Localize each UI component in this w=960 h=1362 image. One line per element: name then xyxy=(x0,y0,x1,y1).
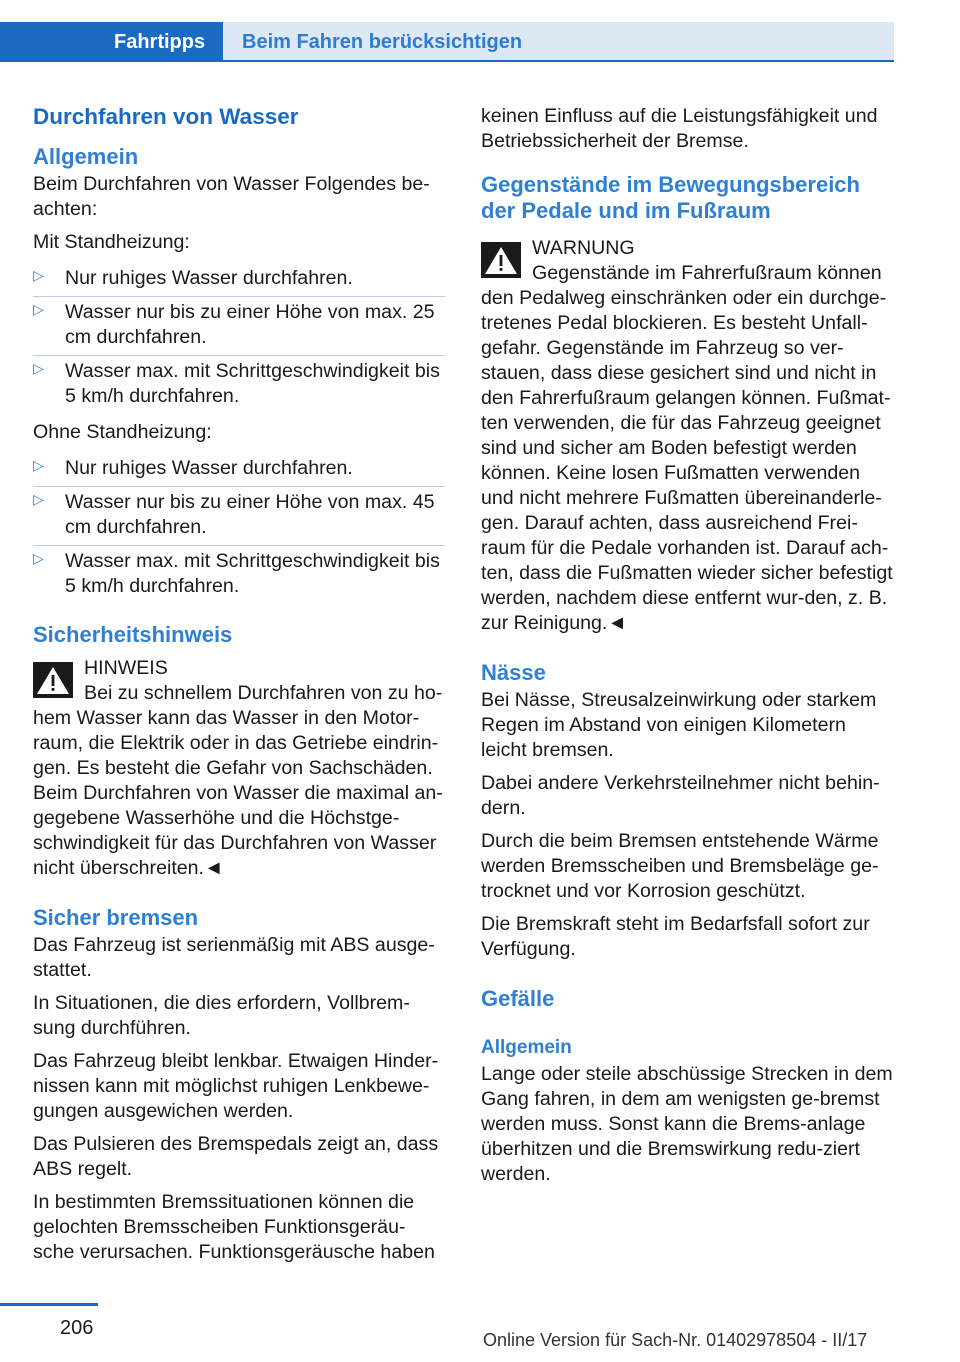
warning-triangle-icon xyxy=(33,662,73,698)
paragraph: Das Fahrzeug ist serienmäßig mit ABS ausge-stattet. xyxy=(33,934,435,981)
subsection-heading: Gefälle xyxy=(481,986,555,1011)
subsection-heading: Allgemein xyxy=(33,144,139,169)
triangle-right-icon: ▷ xyxy=(33,550,44,566)
list-label: Mit Standheizung: xyxy=(33,231,190,253)
subsection-heading: Sicherheitshinweis xyxy=(33,622,233,647)
triangle-right-icon: ▷ xyxy=(33,457,44,473)
list-label: Ohne Standheizung: xyxy=(33,421,212,443)
triangle-right-icon: ▷ xyxy=(33,267,44,283)
list-item-text: Nur ruhiges Wasser durchfahren. xyxy=(65,457,353,479)
page-number: 206 xyxy=(60,1317,94,1339)
paragraph: Durch die beim Bremsen entstehende Wärme werden Bremsscheiben und Bremsbeläge ge-trocknet und vor Korrosion geschützt. xyxy=(481,830,879,902)
left-column xyxy=(33,100,445,1273)
warning-text: Gegenstände im Fahrerfußraum können den Pedalweg einschränken oder ein durchge-tretenes Pedal blockieren. Es besteht Unfall-gefahr. Gegenstände im Fahrzeug so ver-stauen, dass diese gesichert sind und nicht in den Fahrerfußraum gelangen können. Fußmat-ten verwenden, die für das Fahrzeug geeignet sind und sicher am Boden befestigt werden können. Keine losen Fußmatten verwenden und nicht mehrere Fußmatten übereinanderle-gen. Darauf achten, dass ausreichend Frei-raum für die Pedale vorhanden ist. Darauf ach-ten, dass die Fußmatten wieder sicher befestigt werden, nachdem diese entfernt wur-den, z. B. zur Reinigung.◄ xyxy=(481,262,893,634)
paragraph: Die Bremskraft steht im Bedarfsfall sofort zur Verfügung. xyxy=(481,913,870,960)
list-ohne-standheizung xyxy=(33,453,445,604)
header-tabbar xyxy=(0,22,894,62)
paragraph: Lange oder steile abschüssige Strecken in dem Gang fahren, in dem am wenigsten ge-bremst werden muss. Sonst kann die Brems-anlage überhitzen und die Bremswirkung redu-ziert werden. xyxy=(481,1063,893,1185)
paragraph: keinen Einfluss auf die Leistungsfähigkeit und Betriebssicherheit der Bremse. xyxy=(481,105,878,152)
notice-title: HINWEIS xyxy=(84,657,168,679)
paragraph: In bestimmten Bremssituationen können die gelochten Bremsscheiben Funktionsgeräu-sche verursachen. Funktionsgeräusche haben xyxy=(33,1191,435,1263)
list-item xyxy=(33,296,445,355)
section-title: Durchfahren von Wasser xyxy=(33,104,299,129)
subsection-heading: Nässe xyxy=(481,660,546,685)
online-version-note: Online Version für Sach-Nr. 01402978504 - II/17 xyxy=(483,1330,868,1350)
list-mit-standheizung xyxy=(33,263,445,414)
list-item-text: Wasser max. mit Schrittgeschwindigkeit bis 5 km/h durchfahren. xyxy=(65,360,440,407)
paragraph: Das Fahrzeug bleibt lenkbar. Etwaigen Hinder-nissen kann mit möglichst ruhigen Lenkbewe-gungen ausgewichen werden. xyxy=(33,1050,439,1122)
paragraph: Bei Nässe, Streusalzeinwirkung oder starkem Regen im Abstand von einigen Kilometern leicht bremsen. xyxy=(481,689,877,761)
notice-text: Bei zu schnellem Durchfahren von zu ho-hem Wasser kann das Wasser in den Motor-raum, die Elektrik oder in das Getriebe eindrin-gen. Es besteht die Gefahr von Sachschäden. Beim Durchfahren von Wasser die maximal an-gegebene Wasserhöhe und die Höchstge-schwindigkeit für das Durchfahren von Wasser nicht überschreiten.◄ xyxy=(33,682,443,879)
triangle-right-icon: ▷ xyxy=(33,491,44,507)
paragraph: Das Pulsieren des Bremspedals zeigt an, dass ABS regelt. xyxy=(33,1133,439,1180)
warning-title: WARNUNG xyxy=(532,237,635,259)
footer-rule xyxy=(0,1303,98,1306)
tab-fahrtipps[interactable]: Fahrtipps xyxy=(0,22,223,62)
triangle-right-icon: ▷ xyxy=(33,360,44,376)
right-column xyxy=(481,100,893,1195)
paragraph: Dabei andere Verkehrsteilnehmer nicht behin-dern. xyxy=(481,772,880,819)
list-item xyxy=(33,453,445,486)
triangle-right-icon: ▷ xyxy=(33,301,44,317)
notice-box xyxy=(33,656,445,881)
paragraph: Beim Durchfahren von Wasser Folgendes be-achten: xyxy=(33,173,430,220)
list-item xyxy=(33,355,445,414)
warning-triangle-icon xyxy=(481,242,521,278)
subsubsection-heading: Allgemein xyxy=(481,1037,572,1058)
list-item-text: Wasser nur bis zu einer Höhe von max. 25 cm durchfahren. xyxy=(65,301,435,348)
list-item-text: Wasser nur bis zu einer Höhe von max. 45 cm durchfahren. xyxy=(65,491,435,538)
subsection-heading: Sicher bremsen xyxy=(33,905,199,930)
tab-beim-fahren[interactable]: Beim Fahren berücksichtigen xyxy=(223,22,894,62)
paragraph: In Situationen, die dies erfordern, Vollbrem-sung durchführen. xyxy=(33,992,410,1039)
list-item xyxy=(33,263,445,296)
list-item-text: Nur ruhiges Wasser durchfahren. xyxy=(65,267,353,289)
list-item-text: Wasser max. mit Schrittgeschwindigkeit bis 5 km/h durchfahren. xyxy=(65,550,440,597)
subsection-heading: Gegenstände im Bewegungsbereich der Pedale und im Fußraum xyxy=(481,172,860,223)
warning-box xyxy=(481,236,893,636)
list-item xyxy=(33,545,445,604)
tab-underline xyxy=(0,60,894,62)
list-item xyxy=(33,486,445,545)
